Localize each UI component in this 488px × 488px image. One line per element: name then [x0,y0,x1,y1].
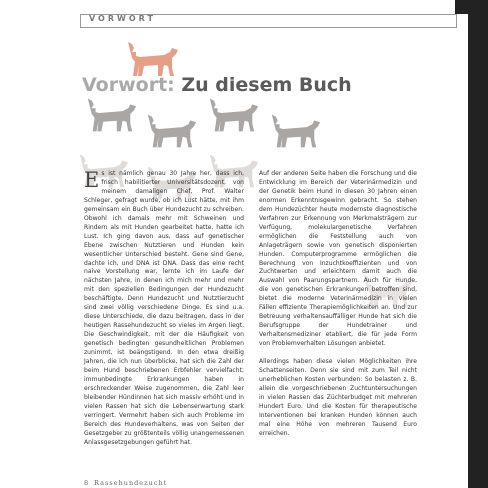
running-title: Rassehundezucht [94,479,168,487]
page-number: 8 [84,479,89,487]
paragraph [84,170,244,448]
section-label: VORWORT [89,14,156,23]
paragraph-text: s ist nämlich genau 30 Jahre her, dass ich, frisch habilitierter Universitätsdozent, von meinem damaligen Chef, Prof. Walter Schleger, gefragt wurde, ob ich Lust hätte, mit ihm gemeinsam ein Buch über Hundezucht zu schreiben. Obwohl ich damals mehr mit Schweinen und Rindern als mit Hunden gearbeitet hatte, hatte ich Lust. Ich ging davon aus, dass auf genetischer Ebene zwischen Nutztieren und Hunden kein wesentlicher Unterschied besteht. Gene sind Gene, dachte ich, und DNA ist DNA. Dass das eine recht naive Vorstellung war, lernte ich im Laufe der nächsten Jahre, in denen ich mich mehr und mehr mit den speziellen Bedingungen der Hundezucht beschäftigte. Denn Hundezucht und Nutztierzucht sind zwei völlig verschiedene Dinge. Es sind u.a. diese Unterschiede, die dazu beitragen, dass in der heutigen Rassehundezucht so vieles im Argen liegt. Die Geschwindigkeit, mit der die Häufigkeit von genetisch bedingten gesundheitlichen Problemen zunimmt, ist beängstigend. In den etwa dreißig Jahren, die ich nun überblicke, hat sich die Zahl der beim Hund beschriebenen Erbfehler vervielfacht; immunbedingte Erkrankungen haben in erschreckender Weise zugenommen, die Zahl leer bleibender Hündinnen hat sich massiv erhöht und in vielen Rassen hat sich die Lebenserwartung stark verringert. Vermehrt haben sich auch Probleme im Bereich des Hundeverhaltens, was von Seiten der Gesetzgeber zu größtenteils völlig unangemessenen Anlassgesetzgebungen geführt hat. [84,170,244,446]
title-prefix: Vorwort: [82,74,175,96]
title-main: Zu diesem Buch [174,74,352,96]
page-footer [84,479,167,487]
body-column-right [259,170,417,448]
dog-silhouette-icon [206,92,260,136]
section-header [80,14,457,28]
dog-silhouette-icon [144,108,198,152]
paragraph: Auf der anderen Seite haben die Forschung und die Entwicklung im Bereich der Veterinärmedizin und der Genetik beim Hund in diesen 30 Jahren einen enormen Erkenntnisgewinn gebracht. So stehen dem Hundezüchter heute modernste diagnostische Verfahren zur Erkennung von Merkmalsträgern zur Verfügung, molekulargenetische Verfahren ermöglichen die Feststellung auch von Anlageträgern sowie von genetisch disponierten Hunden. Computerprogramme ermöglichen die Berechnung von Inzuchtkoeffizienten und von Zuchtwerten und erleichtern damit auch die Auswahl von Paarungspartnern. Auch für Hunde, die von genetischen Erkrankungen betroffen sind, bietet die moderne Veterinärmedizin in vielen Fällen effiziente Therapiemöglichkeiten an. Und zur Betreuung verhaltensauffälliger Hunde hat sich die Berufsgruppe der Hundetrainer und Verhaltensmediziner etabliert, die für jede Form von Problemverhalten Lösungen anbietet. [259,170,417,348]
drop-cap: E [84,168,100,192]
page-edge-right [468,14,488,488]
dog-silhouette-icon [268,108,322,152]
paragraph: Allerdings haben diese vielen Möglichkeiten ihre Schattenseiten. Denn sie sind mit zum Teil nicht unerheblichen Kosten verbunden: So belasten z. B. allein die vorgeschriebenen Zuchtuntersuchungen in vielen Rassen das Züchterbudget mit mehreren Hundert Euro. Und die Kosten für therapeutische Interventionen bei kranken Hunden können auch mal eine Höhe von mehreren Tausend Euro erreichen. [259,358,417,437]
page-edge-top [455,0,488,14]
body-column-left [84,170,244,456]
dog-silhouette-icon [84,92,138,136]
